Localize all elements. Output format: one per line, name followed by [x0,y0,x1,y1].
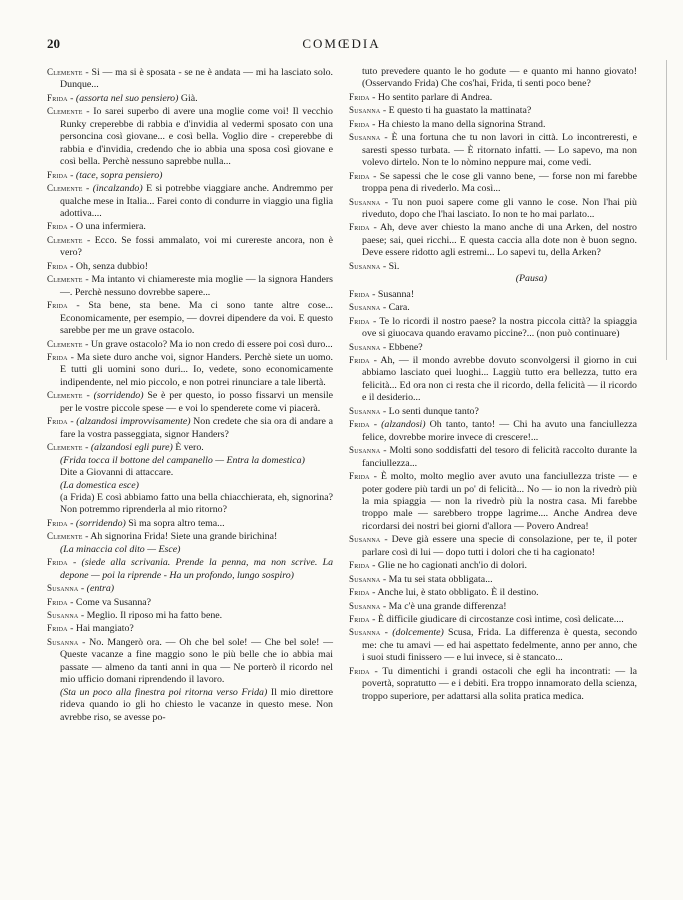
stage-direction: (alzandosi egli pure) [90,442,173,454]
dialogue-continuation: tuto prevedere quanto le ho godute — e quanto mi hanno giovato! (Osservando Frida) Che cos'hai, Frida, ti senti poco bene? [362,66,637,90]
dialogue-text: Un grave ostacolo? Ma io non credo di essere poi così duro... [90,338,333,350]
page-number: 20 [47,36,60,51]
dialogue-line: Frida - Oh, senza dubbio! [47,260,149,272]
speaker-name: Frida [349,222,370,233]
dialogue-line: Susanna - Deve già essere una specie di consolazione, per te, il poter parlare così di lui — dopo tutti i dolori che ti ha cagionato! [349,534,637,558]
speaker-name: Frida [47,623,68,634]
dialogue-text: E questo ti ha guastato la mattinata? [388,105,532,117]
stage-direction: (Sta un poco alla finestra poi ritorna verso Frida) [60,686,268,698]
dialogue-line: Frida - Susanna! [349,288,415,300]
dialogue-text: È una fortuna che tu non lavori in città. Lo incontreresti, e saresti spesso turbata. — È ritornato infatti. — Lo sapevo, ma non volevo dirtelo. Non te lo nòmino neppure mai, come vedi. [362,132,637,169]
dialogue-line: Frida - (alzandosi) Oh tanto, tanto! — Chi ha avuto una fanciullezza felice, dovrebbe morire invece di crescere!... [349,419,638,443]
dialogue-line: Susanna - Ma tu sei stata obbligata... [349,573,493,585]
stage-direction: (sorridendo) [75,517,126,529]
dialogue-text: Glie ne ho cagionati anch'io di dolori. [377,560,527,572]
dialogue-text: O una infermiera. [75,221,146,233]
speaker-name: Frida [47,221,68,232]
speaker-name: Clemente [47,531,83,542]
dialogue-line: Susanna - Ma c'è una grande differenza! [349,600,507,612]
dialogue-text: Tu non puoi sapere come gli vanno le cose. Non l'hai più riveduto, dopo che l'hai lasciato. Io non te ho mai parlato... [362,196,637,220]
dialogue-line: Frida - Tu dimentichi i grandi ostacoli che egli ha incontrati: — la povertà, sopratutto — e i debiti. Era troppo innamorato della scienza, troppo superiore, per adattarsi alla solita pratica medica. [349,665,637,702]
dialogue-line: Frida - Ah, — il mondo avrebbe dovuto sconvolgersi il giorno in cui abbiamo lasciato quei luoghi... Laggiù tutto era bellezza, tutto era felicità... Ed ora non ci resta che il ricordo, della felicità — il ricordo e il desiderio... [349,354,637,404]
stage-direction: (dolcemente) [392,627,444,639]
speaker-name: Frida [47,92,68,103]
speaker-name: Frida [349,288,370,299]
speaker-name: Frida [349,419,370,430]
dialogue-line: Susanna - Molti sono soddisfatti del tesoro di felicità raccolto durante la fanciullezza... [349,445,637,469]
speaker-name: Frida [47,557,68,568]
dialogue-line: Susanna - Tu non puoi sapere come gli vanno le cose. Non l'hai più riveduto, dopo che l'hai lasciato. Io non te ho mai parlato... [349,196,637,220]
dialogue-text: È molto, molto meglio aver avuto una fanciullezza triste — e poter godere più tardi un po' di felicità... No — io non la rivedrò più la mia spiaggia — non la rivedrò più la nostra casa. Mi farebbe troppo male — sarebbero troppe lagrime.... Anche Andrea deve ricordarsi dei nostri bei giorni d'allora — Povero Andrea! [362,471,637,532]
speaker-name: Frida [47,300,68,311]
dialogue-text: È vero. [175,442,204,454]
dialogue-line: Susanna - Lo senti dunque tanto? [349,405,479,417]
dialogue-line: Susanna - Cara. [349,302,410,314]
speaker-name: Clemente [47,106,83,117]
dialogue-line: Susanna - Ebbene? [349,341,423,353]
dialogue-text: Tu dimentichi i grandi ostacoli che egli ha incontrati: — la povertà, sopratutto — e i debiti. Era troppo innamorato della scienza, troppo superiore, per adattarsi alla solita pratica medica. [362,665,637,702]
speaker-name: Susanna [47,610,79,621]
dialogue-line: Frida - (assorta nel suo pensiero) Già. [47,92,198,104]
speaker-name: Susanna [349,534,381,545]
pause-direction: (Pausa) [515,273,547,285]
dialogue-line: Susanna - (dolcemente) Scusa, Frida. La differenza è questa, secondo me: che tu amavi — ed hai aspettato fedelmente, anno per anno, che i suoi studi finissero — e lui invece, si è stancato... [349,627,638,664]
dialogue-text: Ecco. Se fossi ammalato, voi mi curereste ancora, non è vero? [60,234,333,259]
dialogue-text: Ah, deve aver chiesto la mano anche di una Arken, del nostro paese; sai, quei ricchi... E questa caccia alla dote non è buon segno. Deve essere ridotto agli estremi... Lo sapevi tu, della Arken? [362,222,637,259]
dialogue-text: Ma siete duro anche voi, signor Handers. Perchè siete un uomo. E tutti gli uomini sono duri... Io, vedete, sono economicamente indipendente, nel mio piccolo, e non potrei rinunciare a tale libertà. [60,351,333,388]
dialogue-line: Susanna - Meglio. Il riposo mi ha fatto bene. [47,610,223,622]
binding-edge [666,60,667,360]
speaker-name: Frida [47,260,68,271]
dialogue-text: Ma intanto vi chiamereste mia moglie — la signora Handers —. Perchè nessuno dovrebbe sapere... [60,274,333,298]
speaker-name: Frida [349,170,370,181]
dialogue-line: Frida - Ma siete duro anche voi, signor Handers. Perchè siete un uomo. E tutti gli uomini sono duri... Io, vedete, sono economicamente indipendente, nel mio piccolo, e non potrei rinunciare a tale libertà. [47,351,333,388]
speaker-name: Susanna [349,260,381,271]
speaker-name: Susanna [349,573,381,584]
dialogue-line: Frida - (tace, sopra pensiero) [47,169,163,181]
speaker-name: Clemente [47,67,83,77]
dialogue-text: È difficile giudicare di circostanze così intime, così delicate.... [377,614,624,626]
speaker-name: Frida [47,517,68,528]
dialogue-text: Oh tanto, tanto! — Chi ha avuto una fanciullezza felice, dovrebbe morire invece di crescere!... [362,419,638,443]
speaker-name: Frida [349,118,370,129]
speaker-name: Susanna [47,636,79,647]
dialogue-continuation [47,687,333,724]
dialogue-text: Io sarei superbo di avere una moglie come voi! Il vecchio Runky creperebbe di rabbia e d'invidia al vedermi sposato con una personcina così giovane... e così bella. Voglio dire - creperebbe di rabbia e d'invidia, credendo che io abbia una sposa così giovane e così bella. Perchè nessuno saprebbe nulla... [60,106,333,168]
dialogue-text: Già. [180,92,198,104]
speaker-name: Frida [47,596,68,607]
speaker-name: Frida [47,351,68,362]
speaker-name: Susanna [349,196,381,207]
dialogue-line: Clemente - Ecco. Se fossi ammalato, voi mi curereste ancora, non è vero? [47,234,333,259]
dialogue-text: Se è per questo, io posso fissarvi un mensile per le vostre piccole spese — e voi lo spenderete come vi piacerà. [60,390,333,414]
dialogue-text: Se sapessi che le cose gli vanno bene, — forse non mi farebbe troppa pena di rivederlo. Ma così... [362,170,637,195]
dialogue-text: No. Mangerò ora. — Oh che bel sole! — Che bel sole! — Queste vacanze a fine maggio sono le più belle che io abbia mai passate — almeno da tanti anni in qua — Ne porterò il ricordo nel mio ufficio domani riprendendo il lavoro. [60,636,333,686]
dialogue-text: Scusa, Frida. La differenza è questa, secondo me: che tu amavi — ed hai aspettato fedelmente, anno per anno, che i suoi studi finissero — e lui invece, si è stancato... [362,627,638,664]
dialogue-line: Frida - Glie ne ho cagionati anch'io di dolori. [349,560,527,572]
dialogue-line: Clemente - Io sarei superbo di avere una moglie come voi! Il vecchio Runky creperebbe di rabbia e d'invidia al vedermi sposato con una personcina così giovane... e così bella. Voglio dire - creperebbe di rabbia e d'invidia, credendo che io abbia una sposa così giovane e così bella. Perchè nessuno saprebbe nulla... [47,106,333,168]
speaker-name: Susanna [349,132,381,143]
right-column [349,66,637,703]
speaker-name: Susanna [349,405,381,416]
dialogue-text: Ha chiesto la mano della signorina Strand. [377,118,546,130]
stage-direction: (siede alla scrivania. Prende la penna, ma non scrive. La depone — poi la riprende - Ha un profondo, lungo sospiro) [60,557,334,581]
dialogue-text: Susanna! [377,288,415,300]
dialogue-line: Clemente - Un grave ostacolo? Ma io non credo di essere poi così duro... [47,338,333,350]
speaker-name: Susanna [349,627,381,638]
dialogue-line: Clemente - Ma intanto vi chiamereste mia moglie — la signora Handers —. Perchè nessuno dovrebbe sapere... [47,274,333,298]
dialogue-text: Oh, senza dubbio! [75,260,149,272]
dialogue-text: Cara. [388,302,410,314]
stage-direction: (sorridendo) [93,390,144,402]
dialogue-continuation: Dite a Giovanni di attaccare. [60,467,174,479]
dialogue-text: Come va Susanna? [75,596,152,608]
dialogue-text: E si potrebbe viaggiare anche. Andremmo per qualche mese in Italia... Farei conto di condurre in viaggio una figlia adottiva.... [60,183,334,219]
stage-direction: (alzandosi) [381,419,426,431]
dialogue-text: Te lo ricordi il nostro paese? la nostra piccola città? la spiaggia ove si giuocava quando eravamo piccine?... (non può continuare) [362,315,637,340]
dialogue-line: Clemente - Si — ma si è sposata - se ne è andata — mi ha lasciato solo. Dunque... [47,67,333,91]
speaker-name: Susanna [349,600,381,611]
dialogue-line: Frida - Sta bene, sta bene. Ma ci sono tante altre cose... Economicamente, per esempio, — dovrei dipendere da voi. E questo sarebbe per me un grave ostacolo. [47,300,333,337]
speaker-name: Frida [349,471,370,482]
dialogue-line: Frida - Ha chiesto la mano della signorina Strand. [349,118,546,130]
stage-direction: (entra) [86,583,115,595]
stage-direction: (alzandosi improvvisamente) [76,416,191,428]
dialogue-text: Molti sono soddisfatti del tesoro di felicità raccolto durante la fanciullezza... [362,445,637,469]
dialogue-line: Susanna - E questo ti ha guastato la mattinata? [349,105,532,117]
dialogue-line: Susanna - (entra) [47,583,115,595]
dialogue-line: Frida - Anche lui, è stato obbligato. È il destino. [349,587,539,599]
dialogue-line: Frida - Come va Susanna? [47,596,152,608]
speaker-name: Susanna [349,302,381,313]
speaker-name: Frida [349,614,370,625]
left-column [47,66,333,724]
dialogue-line: Clemente - Ah signorina Frida! Siete una grande birichina! [47,531,278,543]
speaker-name: Clemente [47,234,83,245]
speaker-name: Susanna [47,583,79,594]
dialogue-text: Hai mangiato? [75,623,134,635]
speaker-name: Susanna [349,105,381,116]
dialogue-line: Frida - Te lo ricordi il nostro paese? la nostra piccola città? la spiaggia ove si giuocava quando eravamo piccine?... (non può continuare) [349,315,637,340]
speaker-name: Clemente [47,274,83,285]
stage-direction: (Frida tocca il bottone del campanello — Entra la domestica) [60,454,305,466]
speaker-name: Frida [349,587,370,598]
dialogue-line: Clemente - (alzandosi egli pure) È vero. [47,442,204,454]
speaker-name: Susanna [349,341,381,352]
dialogue-line: Susanna - È una fortuna che tu non lavori in città. Lo incontreresti, e saresti spesso turbata. — È ritornato infatti. — Lo sapevo, ma non volevo dirtelo. Non te lo nòmino neppure mai, come vedi. [349,132,637,169]
dialogue-line: Frida - O una infermiera. [47,221,146,233]
dialogue-text: Ah, — il mondo avrebbe dovuto sconvolgersi il giorno in cui abbiamo lasciato quei luoghi... Laggiù tutto era bellezza, tutto era felicità... Ed ora non ci resta che il ricordo, della felicità — il ricordo e il desiderio... [362,354,637,404]
speaker-name: Clemente [47,442,83,453]
dialogue-text: Ma tu sei stata obbligata... [388,573,493,585]
dialogue-line: Frida - Se sapessi che le cose gli vanno bene, — forse non mi farebbe troppa pena di rivederlo. Ma così... [349,170,637,195]
dialogue-line: Frida - (siede alla scrivania. Prende la penna, ma non scrive. La depone — poi la riprende - Ha un profondo, lungo sospiro) [47,557,334,581]
dialogue-text: Sta bene, sta bene. Ma ci sono tante altre cose... Economicamente, per esempio, — dovrei dipendere da voi. E questo sarebbe per me un grave ostacolo. [60,300,333,337]
dialogue-text: Sì ma sopra altro tema... [128,517,225,529]
dialogue-text: Non credete che sia ora di andare a fare la vostra passeggiata, signor Handers? [60,416,333,440]
speaker-name: Frida [349,91,370,102]
dialogue-continuation: (a Frida) E così abbiamo fatto una bella chiacchierata, eh, signorina? Non potremmo riprenderla al mio ritorno? [60,491,333,516]
dialogue-text: Il mio direttore rideva quando io gli ho chiesto le vacanze in questo mese. Non avrebbe riso, se avesse po- [60,686,333,723]
speaker-name: Frida [349,354,370,365]
stage-direction: (La minaccia col dito — Esce) [60,543,181,555]
stage-direction: (incalzando) [92,183,143,195]
stage-direction: (La domestica esce) [60,479,139,491]
speaker-name: Frida [47,169,68,180]
dialogue-line: Susanna - Sì. [349,260,400,272]
stage-direction: (assorta nel suo pensiero) [75,92,179,104]
dialogue-text: Ah signorina Frida! Siete una grande birichina! [90,531,278,543]
dialogue-text: Si — ma si è sposata - se ne è andata — mi ha lasciato solo. Dunque... [60,67,333,91]
dialogue-line: Frida - Ah, deve aver chiesto la mano anche di una Arken, del nostro paese; sai, quei ricchi... E questa caccia alla dote non è buon segno. Deve essere ridotto agli estremi... Lo sapevi tu, della Arken? [349,222,637,259]
dialogue-text: Anche lui, è stato obbligato. È il destino. [377,587,539,599]
dialogue-line: Frida - È molto, molto meglio aver avuto una fanciullezza triste — e poter godere più tardi un po' di felicità... No — io non la rivedrò più la mia spiaggia — non la rivedrò più la nostra casa. Mi farebbe troppo male — sarebbero troppe lagrime.... Anche Andrea deve ricordarsi dei nostri bei giorni d'allora — Povero Andrea! [349,471,637,532]
speaker-name: Clemente [47,390,83,401]
dialogue-line: Frida - È difficile giudicare di circostanze così intime, così delicate.... [349,614,624,626]
dialogue-text: Deve già essere una specie di consolazione, per te, il poter parlare così di lui — dopo tutti i dolori che ti ha cagionato! [362,534,637,558]
speaker-name: Frida [349,665,370,676]
dialogue-text: Ma c'è una grande differenza! [388,600,507,612]
dialogue-text: Ho sentito parlare di Andrea. [377,91,493,103]
dialogue-line: Susanna - No. Mangerò ora. — Oh che bel sole! — Che bel sole! — Queste vacanze a fine maggio sono le più belle che io abbia mai passate — almeno da tanti anni in qua — Ne porterò il ricordo nel mio ufficio domani riprendendo il lavoro. [47,636,333,686]
speaker-name: Frida [349,315,370,326]
dialogue-line: Frida - Hai mangiato? [47,623,134,635]
dialogue-line: Frida - (alzandosi improvvisamente) Non credete che sia ora di andare a fare la vostra passeggiata, signor Handers? [47,416,333,440]
speaker-name: Clemente [47,338,83,349]
dialogue-line: Frida - (sorridendo) Sì ma sopra altro tema... [47,517,225,529]
dialogue-text: Ebbene? [388,341,423,353]
dialogue-text: Sì. [388,260,400,272]
dialogue-text: Meglio. Il riposo mi ha fatto bene. [86,610,223,622]
dialogue-line: Clemente - (incalzando) E si potrebbe viaggiare anche. Andremmo per qualche mese in Italia... Farei conto di condurre in viaggio una figlia adottiva.... [47,183,334,219]
speaker-name: Clemente [47,183,83,194]
running-title: COMŒDIA [302,36,381,51]
speaker-name: Frida [47,416,68,427]
speaker-name: Frida [349,560,370,571]
stage-direction: (tace, sopra pensiero) [75,169,163,181]
dialogue-text: Lo senti dunque tanto? [388,405,479,417]
dialogue-line: Frida - Ho sentito parlare di Andrea. [349,91,493,103]
dialogue-line: Clemente - (sorridendo) Se è per questo, io posso fissarvi un mensile per le vostre piccole spese — e voi lo spenderete come vi piacerà. [47,390,333,414]
speaker-name: Susanna [349,445,381,456]
